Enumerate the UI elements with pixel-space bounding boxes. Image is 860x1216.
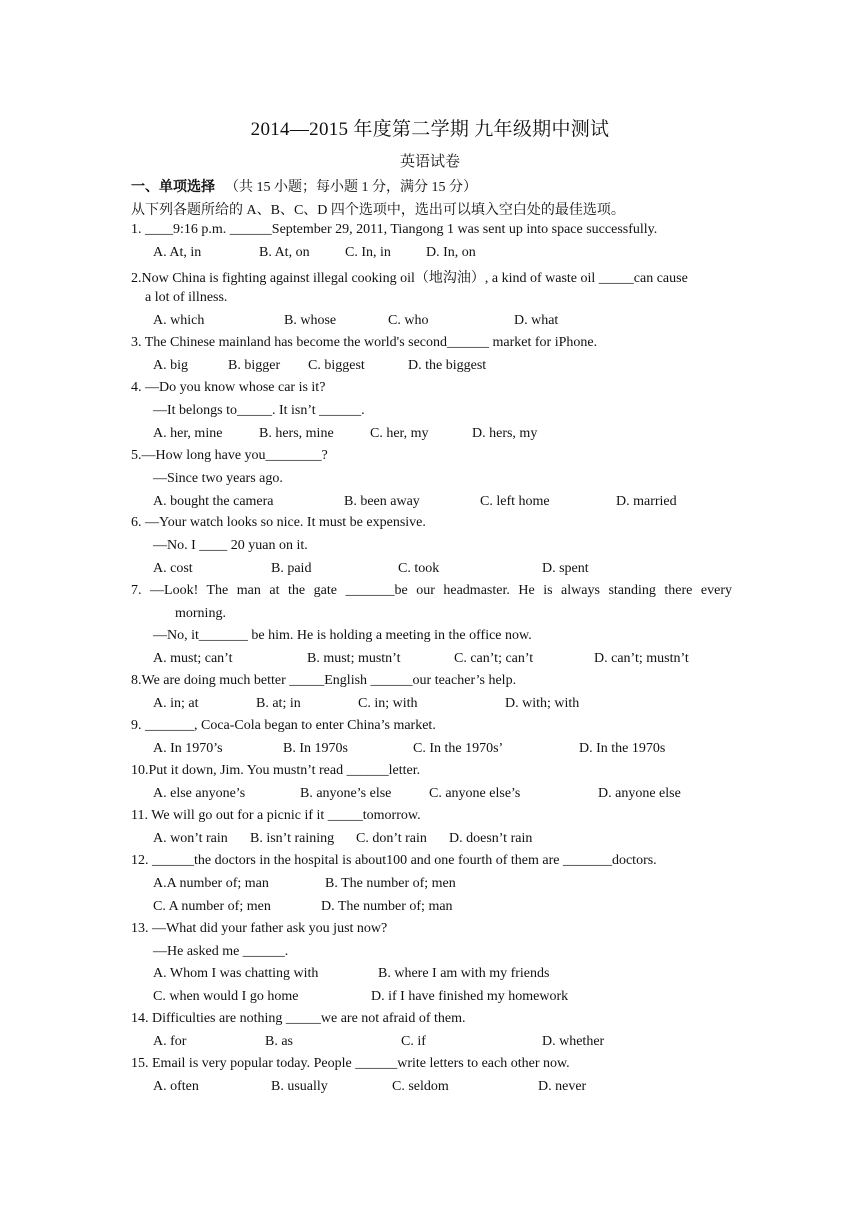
option-d: D. never: [538, 1079, 587, 1094]
option-b: B. The number of; men: [325, 876, 456, 891]
option-a: A. cost: [153, 561, 193, 576]
option-d: D. whether: [542, 1034, 605, 1049]
option-d: D. doesn’t rain: [449, 831, 533, 846]
question-7-stem: 7. —Look! The man at the gate _______be our headmaster. He is always standing there every: [131, 583, 732, 598]
option-c: C. In, in: [345, 245, 391, 260]
question-13-answer-line: —He asked me ______.: [153, 944, 289, 959]
option-c: C. don’t rain: [356, 831, 427, 846]
option-b: B. been away: [344, 494, 420, 509]
question-2-stem: 2.Now China is fighting against illegal cooking oil（地沟油）, a kind of waste oil _____can cause: [131, 271, 688, 286]
option-a: A. for: [153, 1034, 187, 1049]
option-c: C. anyone else’s: [429, 786, 521, 801]
question-2-stem-continued: a lot of illness.: [145, 290, 228, 305]
question-4-answer-line: —It belongs to_____. It isn’t ______.: [153, 403, 365, 418]
option-d: D. spent: [542, 561, 589, 576]
option-c: C. took: [398, 561, 440, 576]
option-c: C. when would I go home: [153, 989, 299, 1004]
section-header: [131, 176, 477, 196]
question-1-stem: 1. ____9:16 p.m. ______September 29, 2011, Tiangong 1 was sent up into space successfully.: [131, 222, 658, 237]
question-3-stem: 3. The Chinese mainland has become the world's second______ market for iPhone.: [131, 335, 598, 350]
option-b: B. bigger: [228, 358, 281, 373]
question-6-answer-line: —No. I ____ 20 yuan on it.: [153, 538, 308, 553]
option-d: D. anyone else: [598, 786, 681, 801]
option-b: B. as: [265, 1034, 293, 1049]
option-b: B. In 1970s: [283, 741, 348, 756]
option-c: C. In the 1970s’: [413, 741, 504, 756]
option-d: D. the biggest: [408, 358, 487, 373]
option-d: D. if I have finished my homework: [371, 989, 569, 1004]
option-a: A. her, mine: [153, 426, 223, 441]
question-7-stem-continued: morning.: [175, 606, 226, 621]
question-8-stem: 8.We are doing much better _____English ______our teacher’s help.: [131, 673, 517, 688]
option-c: C. left home: [480, 494, 550, 509]
question-11-stem: 11. We will go out for a picnic if it _____tomorrow.: [131, 808, 421, 823]
option-c: C. biggest: [308, 358, 365, 373]
section-instruction: 从下列各题所给的 A、B、C、D 四个选项中，选出可以填入空白处的最佳选项。: [131, 203, 625, 218]
option-a: A. which: [153, 313, 205, 328]
option-b: B. paid: [271, 561, 312, 576]
option-c: C. if: [401, 1034, 426, 1049]
question-5-answer-line: —Since two years ago.: [153, 471, 283, 486]
question-4-stem: 4. —Do you know whose car is it?: [131, 380, 326, 395]
option-d: D. The number of; man: [321, 899, 453, 914]
question-9-stem: 9. _______, Coca-Cola began to enter China’s market.: [131, 718, 436, 733]
option-c: C. seldom: [392, 1079, 449, 1094]
option-b: B. where I am with my friends: [378, 966, 550, 981]
question-15-stem: 15. Email is very popular today. People ______write letters to each other now.: [131, 1056, 570, 1071]
option-a: A. Whom I was chatting with: [153, 966, 319, 981]
option-b: B. hers, mine: [259, 426, 334, 441]
option-a: A. big: [153, 358, 188, 373]
option-d: D. can’t; mustn’t: [594, 651, 689, 666]
option-c: C. her, my: [370, 426, 429, 441]
question-7-answer-line: —No, it_______ be him. He is holding a meeting in the office now.: [153, 628, 532, 643]
option-c: C. in; with: [358, 696, 418, 711]
option-b: B. isn’t raining: [250, 831, 335, 846]
option-d: D. married: [616, 494, 677, 509]
option-a: A. often: [153, 1079, 199, 1094]
option-a: A. bought the camera: [153, 494, 274, 509]
option-a: A. must; can’t: [153, 651, 233, 666]
question-5-stem: 5.—How long have you________?: [131, 448, 328, 463]
option-a: A. else anyone’s: [153, 786, 246, 801]
option-a: A.A number of; man: [153, 876, 269, 891]
option-d: D. with; with: [505, 696, 580, 711]
option-d: D. In, on: [426, 245, 476, 260]
option-a: A. in; at: [153, 696, 199, 711]
question-14-stem: 14. Difficulties are nothing _____we are not afraid of them.: [131, 1011, 466, 1026]
option-b: B. whose: [284, 313, 337, 328]
option-d: D. In the 1970s: [579, 741, 666, 756]
section-note: （共 15 小题；每小题 1 分，满分 15 分）: [225, 180, 477, 195]
question-10-stem: 10.Put it down, Jim. You mustn’t read ______letter.: [131, 763, 421, 778]
question-12-stem: 12. ______the doctors in the hospital is about100 and one fourth of them are _______doctors.: [131, 853, 657, 868]
option-d: D. what: [514, 313, 559, 328]
exam-subtitle: 英语试卷: [399, 154, 460, 170]
option-b: B. at; in: [256, 696, 301, 711]
option-b: B. usually: [271, 1079, 328, 1094]
option-c: C. A number of; men: [153, 899, 271, 914]
question-6-stem: 6. —Your watch looks so nice. It must be expensive.: [131, 515, 426, 530]
option-a: A. At, in: [153, 245, 202, 260]
option-c: C. can’t; can’t: [454, 651, 534, 666]
option-b: B. At, on: [259, 245, 310, 260]
option-c: C. who: [388, 313, 429, 328]
option-a: A. In 1970’s: [153, 741, 223, 756]
section-heading: 一、单项选择: [131, 180, 215, 195]
option-b: B. anyone’s else: [300, 786, 392, 801]
option-a: A. won’t rain: [153, 831, 228, 846]
option-d: D. hers, my: [472, 426, 538, 441]
exam-title: 2014—2015 年度第二学期 九年级期中测试: [250, 119, 610, 140]
option-b: B. must; mustn’t: [307, 651, 401, 666]
question-13-stem: 13. —What did your father ask you just now?: [131, 921, 388, 936]
